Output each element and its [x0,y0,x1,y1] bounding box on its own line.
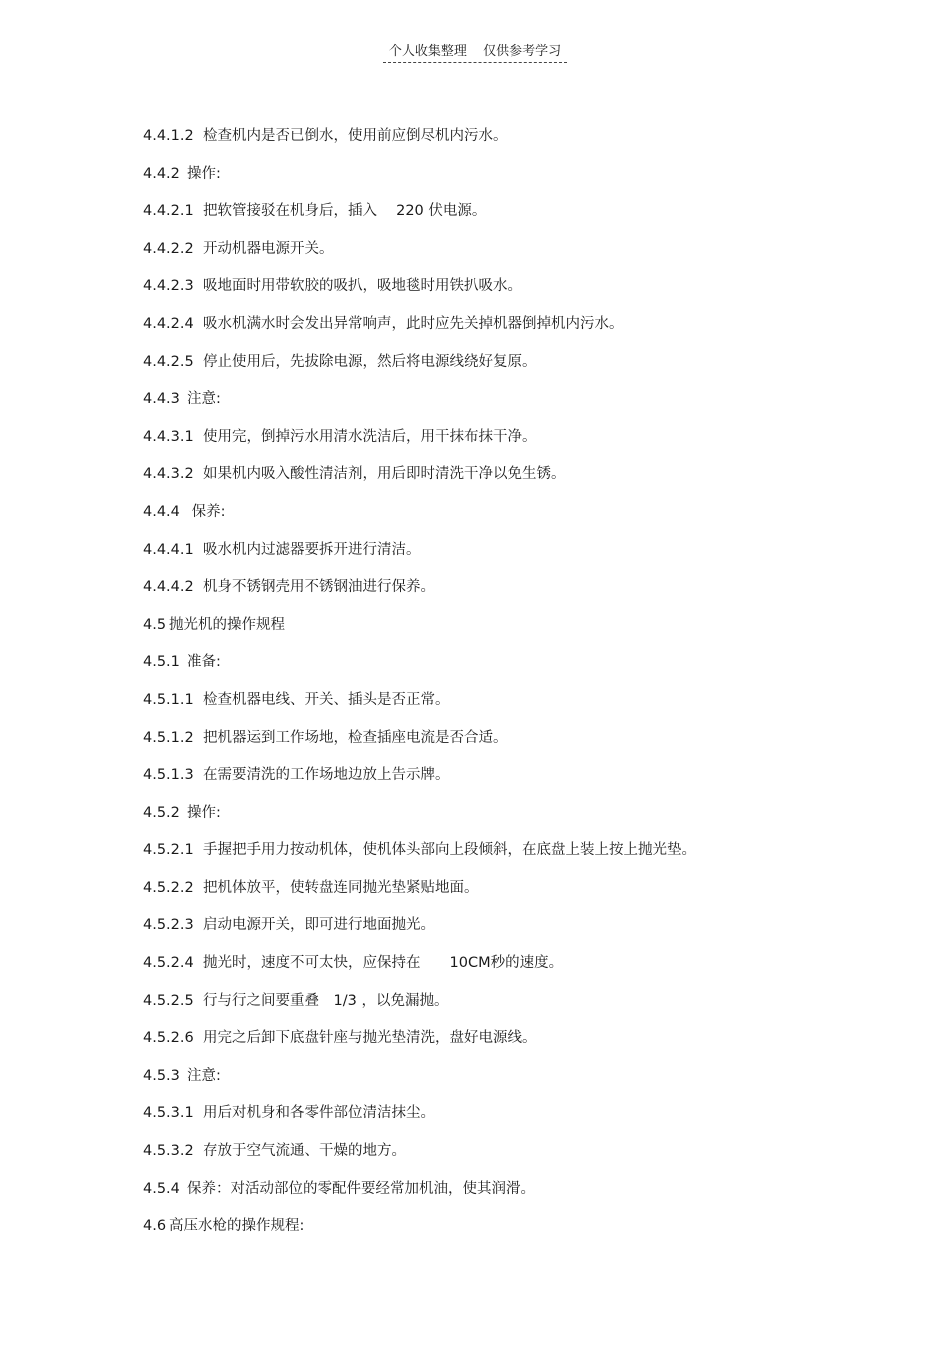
section-text: 吸水机满水时会发出异常响声，此时应先关掉机器倒掉机内污水。 [203,315,624,332]
document-line [143,913,883,951]
document-line [143,500,883,538]
section-text: 抛光时，速度不可太快，应保持在 10CM秒的速度。 [203,955,564,972]
section-text: 如果机内吸入酸性清洁剂，用后即时清洗干净以免生锈。 [203,466,566,483]
section-number: 4.5.1 [143,654,180,671]
section-text: 把机体放平，使转盘连同抛光垫紧贴地面。 [203,879,479,896]
document-line [143,237,883,275]
section-text: 用后对机身和各零件部位清洁抹尘。 [203,1105,435,1122]
section-number: 4.5.2.6 [143,1030,194,1047]
section-text: 注意: [187,391,221,408]
section-number: 4.5.3 [143,1067,180,1084]
section-text: 吸水机内过滤器要拆开进行清洁。 [203,541,421,558]
section-text: 开动机器电源开关。 [203,240,334,257]
section-number: 4.5.4 [143,1180,180,1197]
section-number: 4.4.4 [143,503,180,520]
section-number: 4.4.3.2 [143,466,194,483]
document-line [143,199,883,237]
document-line [143,726,883,764]
section-text: 把机器运到工作场地，检查插座电流是否合适。 [203,729,508,746]
section-text: 在需要清洗的工作场地边放上告示牌。 [203,767,450,784]
document-line [143,650,883,688]
section-text: 启动电源开关，即可进行地面抛光。 [203,917,435,934]
section-number: 4.4.3.1 [143,428,194,445]
document-line [143,613,883,651]
section-number: 4.5 [143,616,167,633]
section-number: 4.4.4.2 [143,579,194,596]
section-text: 行与行之间要重叠 1/3 ，以免漏抛。 [203,992,449,1009]
document-line [143,763,883,801]
document-line [143,876,883,914]
section-text: 用完之后卸下底盘针座与抛光垫清洗，盘好电源线。 [203,1030,537,1047]
document-line [143,538,883,576]
document-line [143,688,883,726]
section-number: 4.5.1.3 [143,767,194,784]
section-number: 4.5.2.3 [143,917,194,934]
document-line [143,989,883,1027]
section-number: 4.5.3.2 [143,1143,194,1160]
section-number: 4.5.1.2 [143,729,194,746]
page-header [0,40,950,63]
section-number: 4.5.1.1 [143,691,194,708]
section-text: 注意: [187,1067,221,1084]
section-number: 4.4.4.1 [143,541,194,558]
document-line [143,838,883,876]
document-line [143,1177,883,1215]
section-number: 4.5.2.1 [143,842,194,859]
section-text: 保养: [187,503,226,520]
header-right-text: 仅供参考学习 [483,44,562,59]
section-number: 4.4.2 [143,165,180,182]
section-number: 4.4.2.3 [143,278,194,295]
section-text: 保养：对活动部位的零配件要经常加机油，使其润滑。 [187,1180,535,1197]
section-number: 4.4.2.1 [143,203,194,220]
section-text: 高压水枪的操作规程: [169,1218,305,1235]
section-number: 4.5.2.2 [143,879,194,896]
document-line [143,1139,883,1177]
section-text: 机身不锈钢壳用不锈钢油进行保养。 [203,579,435,596]
section-number: 4.5.3.1 [143,1105,194,1122]
document-line [143,274,883,312]
document-line [143,350,883,388]
document-line [143,1101,883,1139]
section-number: 4.4.3 [143,391,180,408]
document-line [143,312,883,350]
document-line [143,124,883,162]
section-text: 使用完，倒掉污水用清水洗洁后，用干抹布抹干净。 [203,428,537,445]
section-number: 4.4.2.5 [143,353,194,370]
section-text: 操作: [187,804,221,821]
document-line [143,801,883,839]
document-line [143,425,883,463]
section-text: 检查机器电线、开关、插头是否正常。 [203,691,450,708]
section-number: 4.4.1.2 [143,128,194,144]
document-line [143,462,883,500]
section-text: 抛光机的操作规程 [169,616,285,633]
section-text: 手握把手用力按动机体，使机体头部向上段倾斜，在底盘上装上按上抛光垫。 [203,842,696,859]
section-text: 准备: [187,654,221,671]
section-number: 4.5.2.5 [143,992,194,1009]
document-line [143,1214,883,1252]
section-text: 检查机内是否已倒水，使用前应倒尽机内污水。 [203,128,508,144]
section-text: 吸地面时用带软胶的吸扒，吸地毯时用铁扒吸水。 [203,278,522,295]
document-line [143,162,883,200]
section-text: 操作: [187,165,221,182]
document-line [143,951,883,989]
section-number: 4.4.2.2 [143,240,194,257]
section-number: 4.5.2.4 [143,955,194,972]
section-number: 4.6 [143,1218,167,1235]
section-text: 停止使用后，先拔除电源，然后将电源线绕好复原。 [203,353,537,370]
section-number: 4.5.2 [143,804,180,821]
document-line [143,387,883,425]
document-line [143,575,883,613]
document-body [143,124,883,1252]
document-line [143,1064,883,1102]
document-line [143,1026,883,1064]
section-number: 4.4.2.4 [143,315,194,332]
section-text: 把软管接驳在机身后，插入 220 伏电源。 [203,203,487,220]
header-underline [383,40,567,63]
section-text: 存放于空气流通、干燥的地方。 [203,1143,406,1160]
header-left-text: 个人收集整理 [388,44,467,59]
